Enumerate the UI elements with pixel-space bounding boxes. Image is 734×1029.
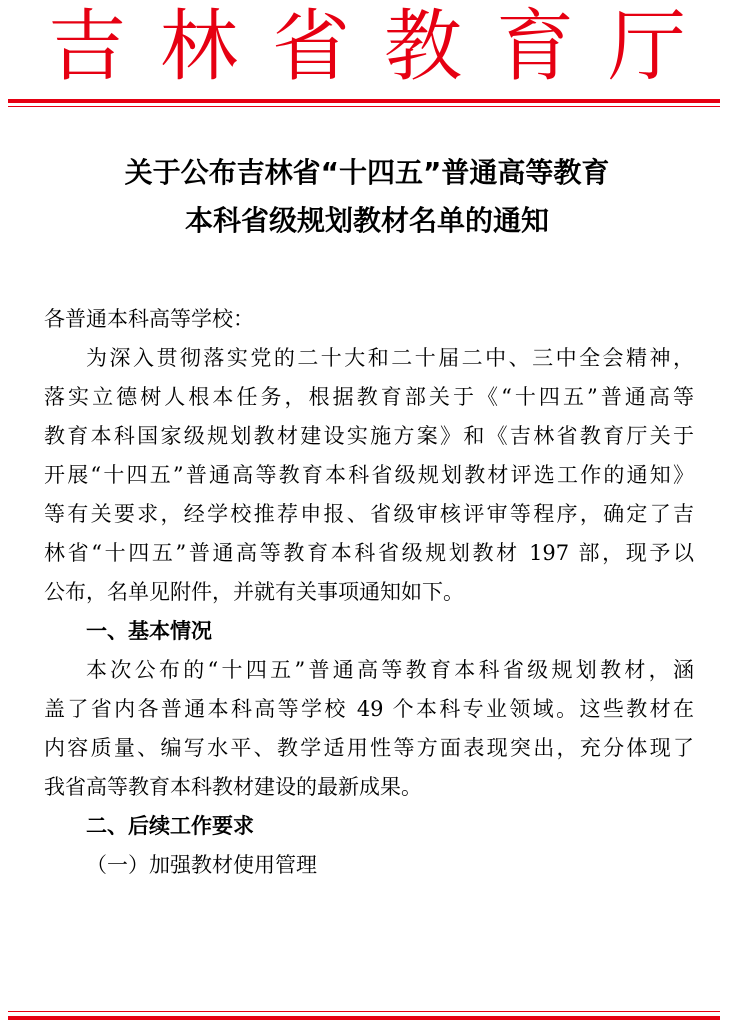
section-1-line: 内容质量、编写水平、教学适用性等方面表现突出，充分体现了 bbox=[44, 736, 694, 760]
paragraph-1-line: 公布，名单见附件，并就有关事项通知如下。 bbox=[44, 580, 464, 604]
footer-rule-thin bbox=[8, 1011, 720, 1012]
masthead-title: 吉林省教育厅 bbox=[47, 2, 720, 92]
masthead-rule-thick bbox=[8, 99, 720, 103]
section-2-heading: 二、后续工作要求 bbox=[86, 814, 254, 838]
document-title-line-2: 本科省级规划教材名单的通知 bbox=[184, 204, 549, 237]
salutation: 各普通本科高等学校： bbox=[44, 307, 254, 331]
section-1-line: 盖了省内各普通本科高等学校 49 个本科专业领域。这些教材在 bbox=[44, 697, 694, 721]
section-1-line: 我省高等教育本科教材建设的最新成果。 bbox=[44, 775, 422, 799]
section-1-line: 本次公布的“十四五”普通高等教育本科省级规划教材，涵 bbox=[86, 658, 694, 682]
paragraph-1-line: 开展“十四五”普通高等教育本科省级规划教材评选工作的通知》 bbox=[44, 463, 694, 487]
paragraph-1-line: 落实立德树人根本任务，根据教育部关于《“十四五”普通高等 bbox=[44, 385, 694, 409]
paragraph-1-line: 教育本科国家级规划教材建设实施方案》和《吉林省教育厅关于 bbox=[44, 424, 694, 448]
footer-rule-thick bbox=[8, 1016, 720, 1020]
masthead-rule-thin bbox=[8, 106, 720, 107]
paragraph-1-line: 为深入贯彻落实党的二十大和二十届二中、三中全会精神， bbox=[86, 346, 694, 370]
document-title-line-1: 关于公布吉林省“十四五”普通高等教育 bbox=[124, 156, 610, 189]
section-2-subheading: （一）加强教材使用管理 bbox=[86, 853, 317, 877]
paragraph-1-line: 林省“十四五”普通高等教育本科省级规划教材 197 部，现予以 bbox=[44, 541, 694, 565]
section-1-heading: 一、基本情况 bbox=[86, 619, 212, 643]
paragraph-1-line: 等有关要求，经学校推荐申报、省级审核评审等程序，确定了吉 bbox=[44, 502, 694, 526]
